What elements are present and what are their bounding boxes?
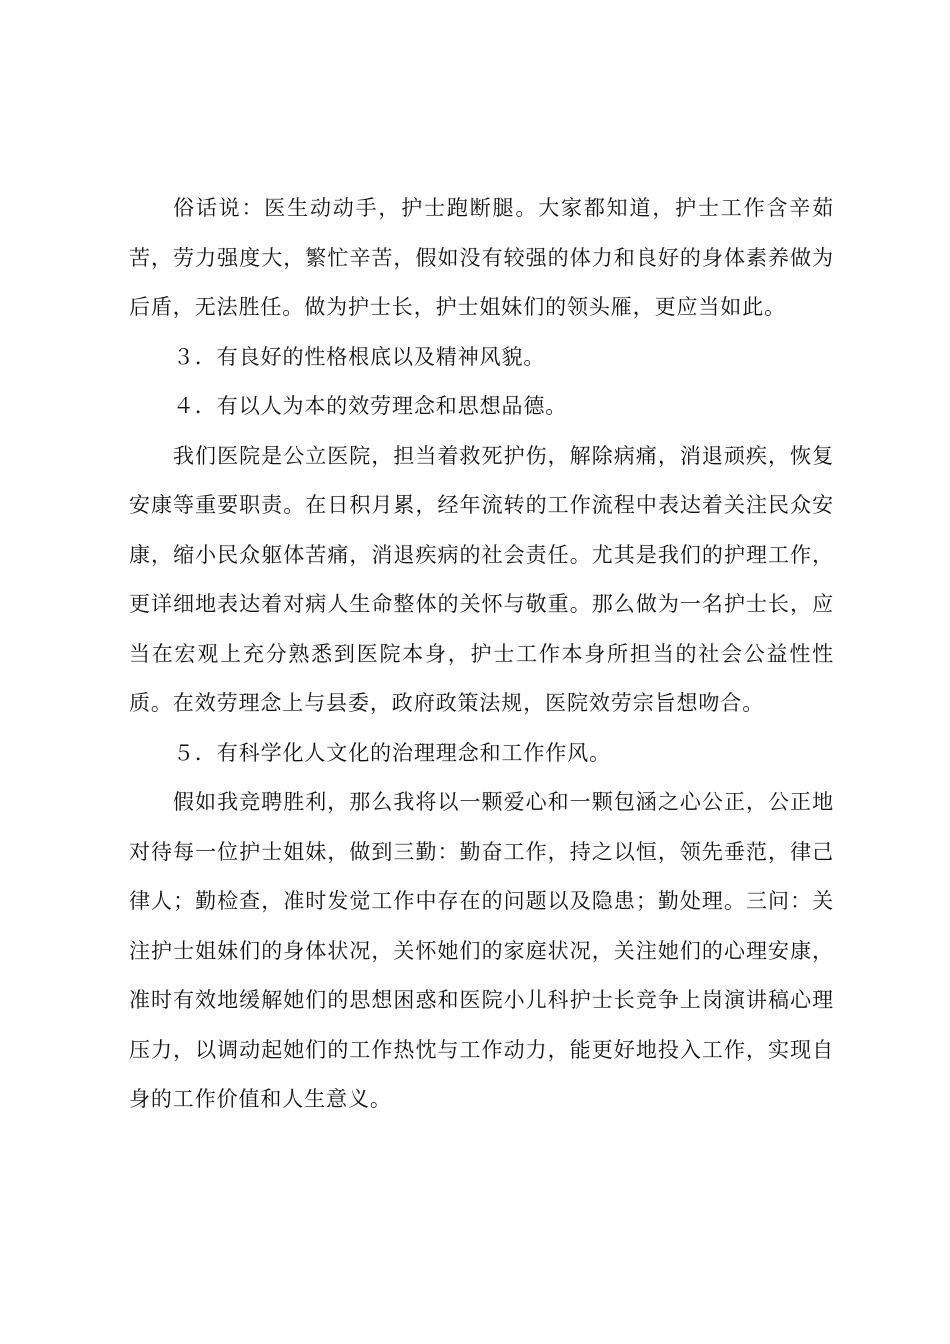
paragraph-hospital-duty: 我们医院是公立医院，担当着救死护伤，解除病痛，消退顽疾，恢复安康等重要职责。在日积月累，经年流转的工作流程中表达着关注民众安康，缩小民众躯体苦痛，消退疾病的社会责任。尤其是我们的护理工作，更详细地表达着对病人生命整体的关怀与敬重。那么做为一名护士长，应当在宏观上充分熟悉到医院本身，护士工作本身所担当的社会公益性性质。在效劳理念上与县委，政府政策法规，医院效劳宗旨想吻合。 [129, 443, 834, 715]
paragraph-item-5: ５．有科学化人文化的治理理念和工作作风。 [173, 740, 611, 765]
paragraph-commitment: 假如我竞聘胜利，那么我将以一颗爱心和一颗包涵之心公正，公正地对待每一位护士姐妹，做到三勤：勤奋工作，持之以恒，领先垂范，律己律人；勤检查，准时发觉工作中存在的问题以及隐患；勤处理。三问：关注护士姐妹们的身体状况，关怀她们的家庭状况，关注她们的心理安康，准时有效地缓解她们的思想困惑和医院小儿科护士长竞争上岗演讲稿心理压力，以调动起她们的工作热忱与工作动力，能更好地投入工作，实现自身的工作价值和人生意义。 [129, 790, 834, 1111]
document-body [129, 184, 834, 1125]
paragraph-nurse-physical: 俗话说：医生动动手，护士跑断腿。大家都知道，护士工作含辛茹苦，劳力强度大，繁忙辛苦，假如没有较强的体力和良好的身体素养做为后盾，无法胜任。做为护士长，护士姐妹们的领头雁，更应当如此。 [129, 196, 834, 319]
paragraph-item-4: ４．有以人为本的效劳理念和思想品德。 [173, 394, 568, 418]
paragraph-item-3: ３．有良好的性格根底以及精神风貌。 [173, 344, 546, 369]
